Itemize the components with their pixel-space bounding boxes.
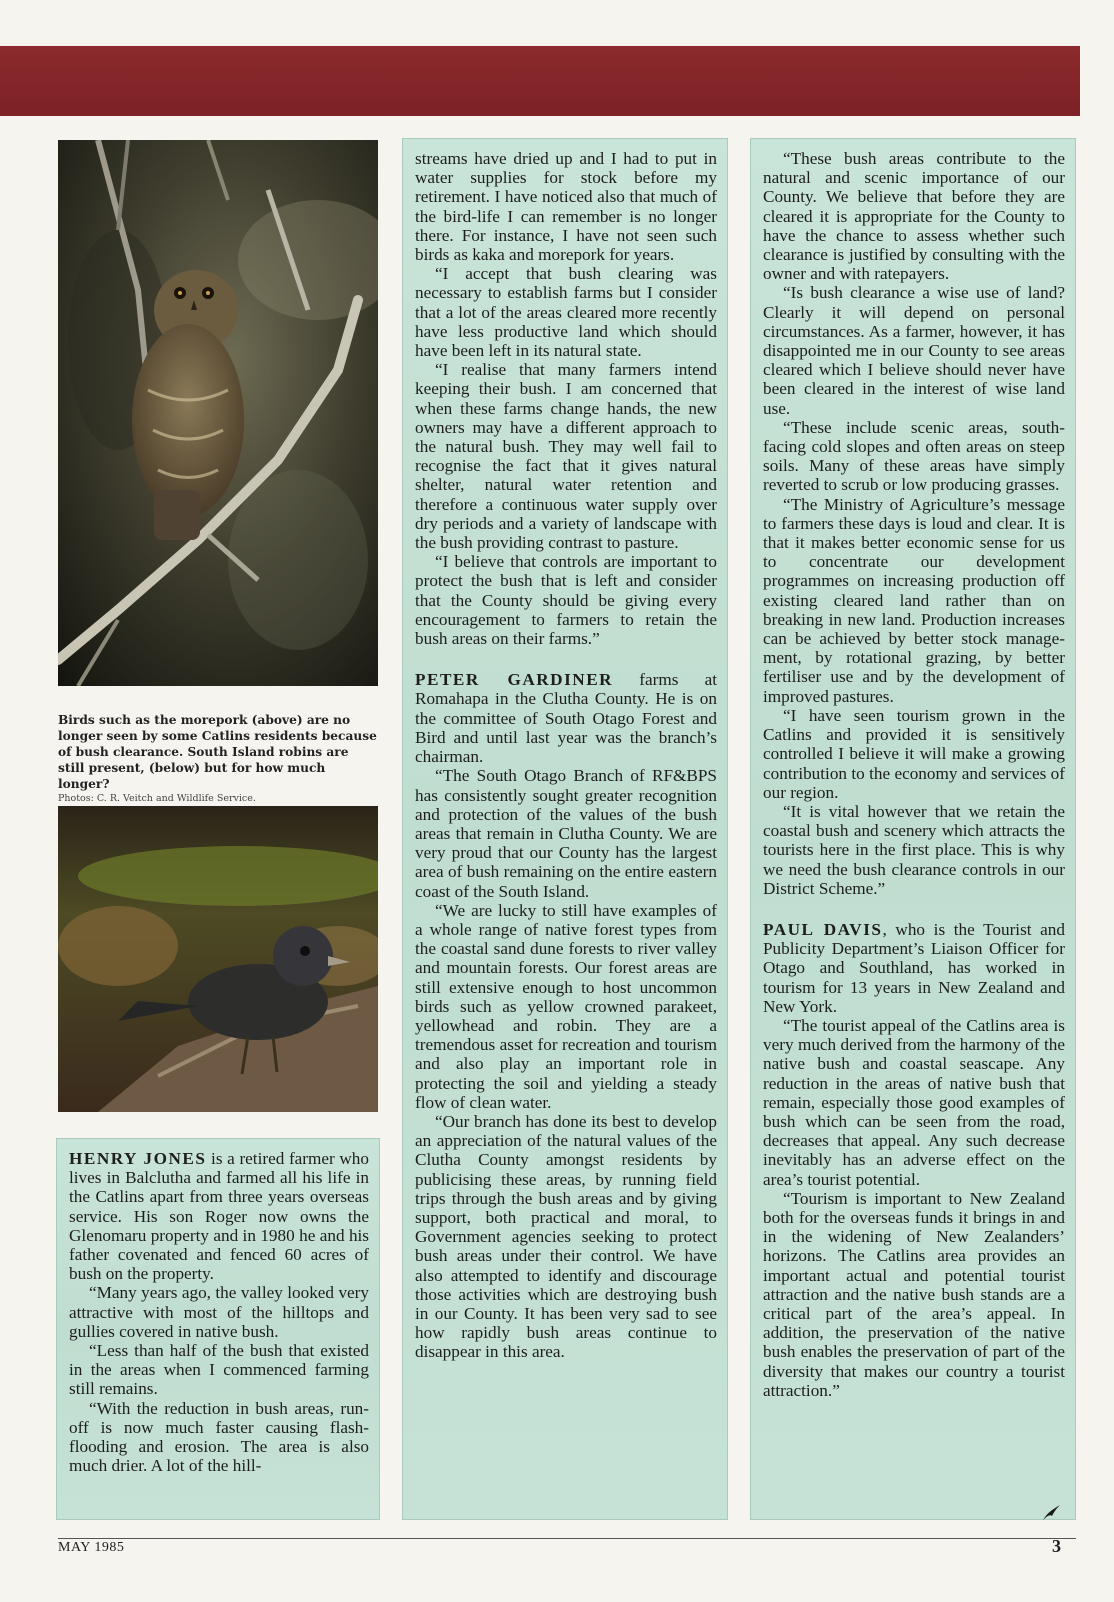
paul-davis-name: PAUL DAVIS — [763, 919, 883, 939]
col1-paragraph-1: “Many years ago, the valley looked very attractive with most of the hilltops and gullies covered in native bush. — [69, 1283, 369, 1341]
col3-paragraph-5: “It is vital however that we retain the coastal bush and scenery which attracts the tourists here in the first place. This is why we need the bush clearance controls in our District Scheme.” — [763, 801, 1065, 898]
col3-paragraph-4: “I have seen tourism grown in the Catlins and provided it is sensitively controlled I believe it will make a growing contribution to the economy and services of our region. — [763, 705, 1065, 802]
column-2-text — [415, 149, 717, 1362]
col1-paragraph-2: “Less than half of the bush that existed in the areas when I commenced farming still remains. — [69, 1341, 369, 1399]
morepork-image — [58, 140, 378, 686]
paul-davis-intro: , who is the Tourist and Publicity Department’s Liaison Officer for Otago and Southland, has worked in tourism for 13 years in New Zealand and New York. — [763, 919, 1065, 1016]
text-panel-column-3 — [750, 138, 1076, 1520]
peter-gardiner-name: PETER GARDINER — [415, 670, 614, 690]
col2-paragraph-4: “The South Otago Branch of RF&BPS has consistently sought greater recognition and protection of the values of the bush areas that remain in Clutha County. We are very proud that our County has the largest area of bush remaining on the entire eastern coast of the South Island. — [415, 766, 717, 901]
footer-issue-date: MAY 1985 — [58, 1540, 125, 1555]
robin-image — [58, 806, 378, 1112]
robin-photo — [58, 806, 378, 1112]
caption-text: Birds such as the morepork (above) are no longer seen by some Catlins residents because of bush clearance. South Island robins are still present, (below) but for how much longer? — [58, 713, 377, 791]
photo-caption — [58, 712, 378, 806]
header-banner — [0, 46, 1080, 116]
col2-paragraph-6: “Our branch has done its best to develop an appreciation of the natural values of the Clutha County amongst residents by publicising these areas, by running field trips through the bush areas and by giving support, both practical and moral, to Government agencies seeking to protect bush areas under their control. We have also attempted to identify and discourage those activities which are destroying bush in our County. It has been very sad to see how rapidly bush areas continue to disappear in this area. — [415, 1111, 717, 1362]
col3-paragraph-3: “The Ministry of Agriculture’s message to farmers these days is loud and clear. It is that it makes better economic sense for us to concentrate our development programmes on increasing production off existing cleared land rather than on breaking in new land. Production increases can be achieved by better stock management, by rotational grazing, by better fertiliser use and by the development of improved pastures. — [763, 494, 1065, 706]
text-panel-henry-jones — [56, 1138, 380, 1520]
col2-paragraph-0: streams have dried up and I had to put in water supplies for stock before my retirement. I have noticed also that much of the bird-life I can remember is no longer there. For instance, I have not seen such birds as kaka and morepork for years. — [415, 149, 717, 265]
col2-paragraph-3: “I believe that controls are important to protect the bush that is left and consider that the County should be giving every encouragement to farmers to retain the bush areas on their farms.” — [415, 552, 717, 649]
column-3-text — [763, 149, 1065, 1400]
col2-paragraph-2: “I realise that many farmers intend keeping their bush. I am concerned that when these farms change hands, the new owners may have a different approach to the natural bush. They may well fail to recognise the fact that it gives natural shelter, natural water retention and therefore a continuous water supply over dry periods and a variety of landscape with the bush providing contrast to pasture. — [415, 360, 717, 553]
col2-paragraph-1: “I accept that bush clearing was necessary to establish farms but I consider that a lot of the areas cleared more recently have less productive land which should have been left in its natural state. — [415, 264, 717, 361]
henry-jones-intro: is a retired farmer who lives in Balclutha and farmed all his life in the Catlins apart from three years overseas service. His son Roger now owns the Glenomaru property and in 1980 he and his father covenated and fenced 60 acres of bush on the property. — [69, 1149, 369, 1284]
col3-paragraph-6: “The tourist appeal of the Catlins area is very much derived from the harmony of the native bush and coastal seascape. Any reduction in the areas of native bush that remain, especially those good examples of bush which can be seen from the road, decreases that appeal. Any such decrease inevitably has an adverse effect on the area’s tourist potential. — [763, 1015, 1065, 1189]
text-panel-column-2 — [402, 138, 728, 1520]
bird-end-mark-icon — [1040, 1500, 1064, 1524]
col1-paragraph-3: “With the reduction in bush areas, run-off is now much faster causing flash-flooding and erosion. The area is also much drier. A lot of the hill- — [69, 1398, 369, 1476]
col3-paragraph-1: “Is bush clearance a wise use of land? Clearly it will depend on personal circumstances. As a farmer, however, it has disappointed me in our County to see areas cleared which I believe should never have been cleared in the interest of wise land use. — [763, 283, 1065, 418]
henry-jones-name: HENRY JONES — [69, 1149, 207, 1168]
col2-paragraph-5: “We are lucky to still have examples of a whole range of native forest types from the coastal sand dune forests to river valley and mountain forests. Our forest areas are still extensive enough to host uncommon birds such as yellow crowned parakeet, yellowhead and robin. They are a tremendous asset for recreation and tourism and also play an important role in protecting the soil and yielding a steady flow of clean water. — [415, 900, 717, 1112]
col3-paragraph-2: “These include scenic areas, south-facing cold slopes and often areas on steep soils. Many of these areas have simply reverted to scrub or low producing grasses. — [763, 417, 1065, 495]
page-number: 3 — [1052, 1536, 1061, 1556]
col3-paragraph-0: “These bush areas contribute to the natural and scenic importance of our County. We believe that before they are cleared it is appropriate for the County to have the chance to assess whether such clearance is justified by consulting with the owner and with ratepayers. — [763, 149, 1065, 284]
peter-gardiner-intro: farms at Romahapa in the Clutha County. He is on the committee of South Otago Forest and Bird and until last year was the branch’s chairman. — [415, 670, 717, 767]
morepork-photo — [58, 140, 378, 686]
photo-credit: Photos: C. R. Veitch and Wildlife Service. — [58, 793, 256, 804]
footer-rule — [58, 1538, 1076, 1539]
column-1-text — [69, 1149, 369, 1475]
col3-paragraph-7: “Tourism is important to New Zealand both for the overseas funds it brings in and in the widening of New Zealanders’ horizons. The Catlins area provides an important actual and potential tourist attraction and the native bush stands are a critical part of the area’s appeal. In addition, the preservation of the native bush enables the preservation of part of the diversity that makes our country a tourist attraction.” — [763, 1188, 1065, 1400]
